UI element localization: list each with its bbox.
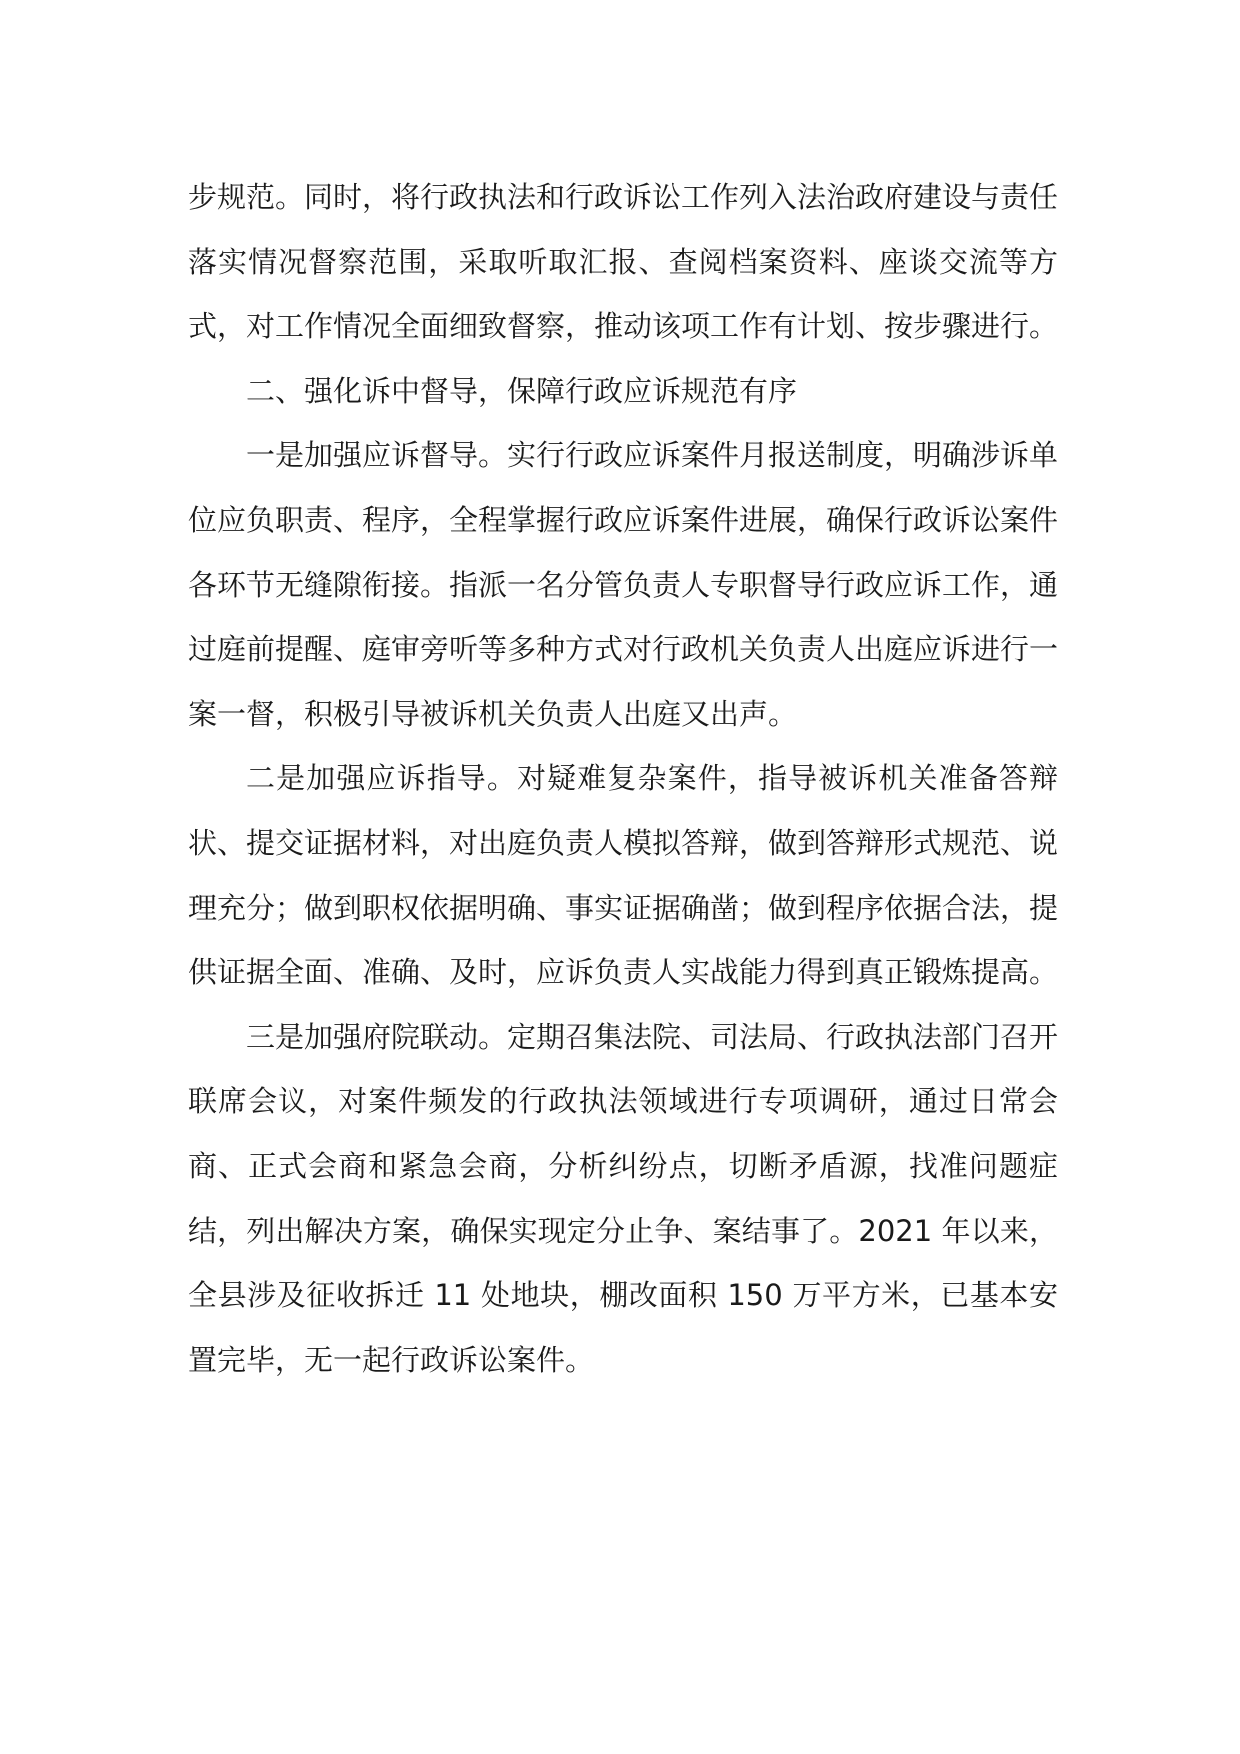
paragraph-4: 二是加强应诉指导。对疑难复杂案件，指导被诉机关准备答辩状、提交证据材料，对出庭负责人模拟答辩，做到答辩形式规范、说理充分；做到职权依据明确、事实证据确凿；做到程序依据合法，提供证据全面、准确、及时，应诉负责人实战能力得到真正锻炼提高。 bbox=[188, 761, 1059, 990]
paragraph-1: 步规范。同时，将行政执法和行政诉讼工作列入法治政府建设与责任落实情况督察范围，采取听取汇报、查阅档案资料、座谈交流等方式，对工作情况全面细致督察，推动该项工作有计划、按步骤进行。 bbox=[188, 180, 1059, 344]
document-body bbox=[188, 165, 1058, 1392]
section-heading-2: 二、强化诉中督导，保障行政应诉规范有序 bbox=[246, 373, 798, 408]
paragraph-5: 三是加强府院联动。定期召集法院、司法局、行政执法部门召开联席会议，对案件频发的行政执法领域进行专项调研，通过日常会商、正式会商和紧急会商，分析纠纷点，切断矛盾源，找准问题症结，列出解决方案，确保实现定分止争、案结事了。2021 年以来，全县涉及征收拆迁 11 处地块，棚改面积 150 万平方米，已基本安置完毕，无一起行政诉讼案件。 bbox=[188, 1019, 1059, 1377]
paragraph-3: 一是加强应诉督导。实行行政应诉案件月报送制度，明确涉诉单位应负职责、程序，全程掌握行政应诉案件进展，确保行政诉讼案件各环节无缝隙衔接。指派一名分管负责人专职督导行政应诉工作，通过庭前提醒、庭审旁听等多种方式对行政机关负责人出庭应诉进行一案一督，积极引导被诉机关负责人出庭又出声。 bbox=[188, 438, 1059, 731]
